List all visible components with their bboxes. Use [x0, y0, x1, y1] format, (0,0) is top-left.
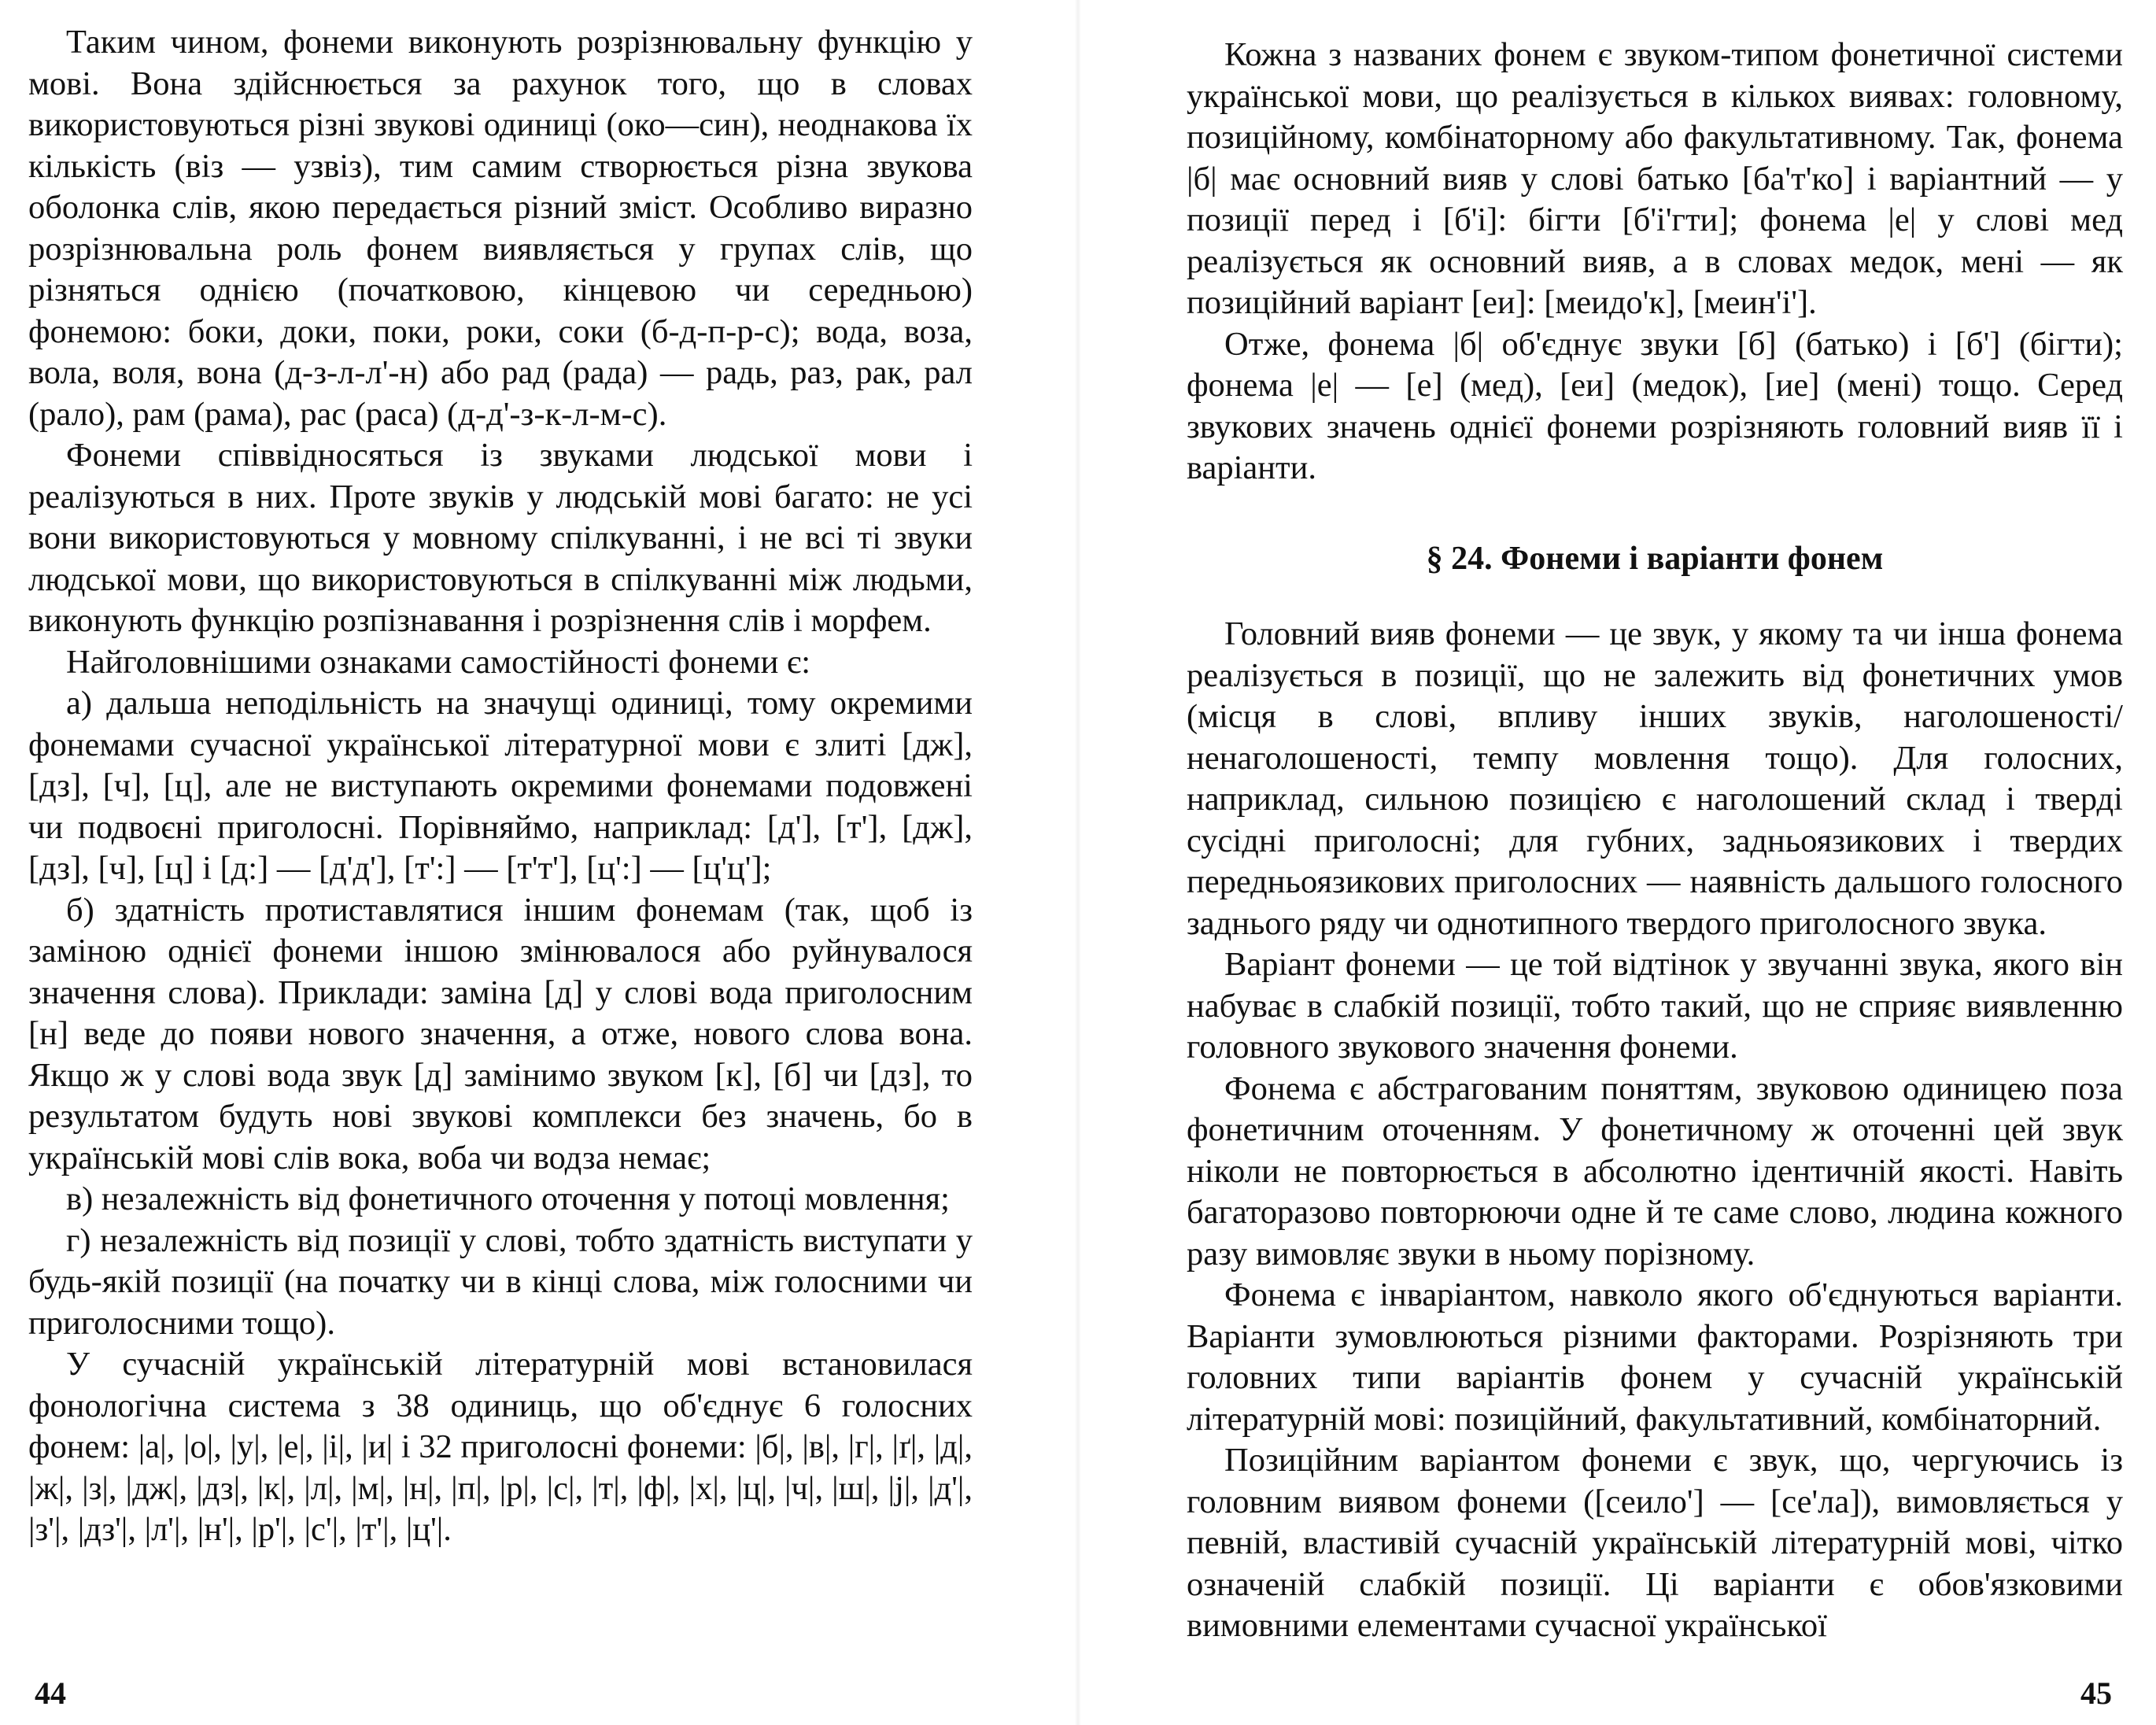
left-page-text: [28, 22, 973, 1551]
list-item: б) здатність протиставлятися іншим фонемам (так, щоб із заміною однієї фонеми іншою змінювалося або руйнувалося значення слова). Приклади: заміна [д] у слові вода приголосним [н] веде до появи нового значення, а отже, нового слова вона. Якщо ж у слові вода звук [д] замінимо звуком [к], [б] чи [дз], то результатом будуть нові звукові комплекси без значень, бо в українській мові слів вока, воба чи водза немає;: [28, 891, 973, 1176]
paragraph: Отже, фонема |б| об'єднує звуки [б] (батько) і [б'] (бігти); фонема |е| — [е] (мед), [еи] (медок), [ие] (мені) тощо. Серед звукових значень однієї фонеми розрізняють головний вияв її і варіанти.: [1187, 325, 2123, 486]
list-item: а) дальша неподільність на значущі одиниці, тому окремими фонемами сучасної української літературної мови є злиті [дж], [дз], [ч], [ц], але не виступають окремими фонемами подовжені чи подвоєні приголосні. Порівняймо, наприклад: [д'], [т'], [дж], [дз], [ч], [ц] і [д:] — [д'д'], [т':] — [т'т'], [ц':] — [ц'ц'];: [28, 685, 973, 887]
paragraph: У сучасній українській літературній мові встановилася фонологічна система з 38 одиниць, що об'єднує 6 голосних фонем: |а|, |о|, |у|, |е|, |і|, |и| і 32 приголосні фонеми: |б|, |в|, |г|, |ґ|, |д|, |ж|, |з|, |дж|, |дз|, |к|, |л|, |м|, |н|, |п|, |р|, |с|, |т|, |ф|, |х|, |ц|, |ч|, |ш|, |j|, |д'|, |з'|, |дз'|, |л'|, |н'|, |р'|, |с'|, |т'|, |ц'|.: [28, 1346, 973, 1548]
list-item: г) незалежність від позиції у слові, тобто здатність виступати у будь-якій позиції (на початку чи в кінці слова, між голосними чи приголосними тощо).: [28, 1221, 973, 1342]
paragraph: Таким чином, фонеми виконують розрізнювальну функцію у мові. Вона здійснюється за рахунок того, що в словах використовуються різні звукові одиниці (око—син), неоднакова їх кількість (віз — узвіз), тим самим створюється різна звукова оболонка слів, якою передається різний зміст. Особливо виразно розрізнювальна роль фонем виявляється у групах слів, що різняться однією (початковою, кінцевою чи середньою) фонемою: боки, доки, поки, роки, соки (б-д-п-р-с); вода, воза, вола, воля, вона (д-з-л-л'-н) або рад (рада) — радь, раз, рак, рал (рало), рам (рама), рас (раса) (д-д'-з-к-л-м-с).: [28, 24, 973, 433]
list-item: в) незалежність від фонетичного оточення у потоці мовлення;: [66, 1180, 950, 1217]
section-heading: § 24. Фонеми і варіанти фонем: [1426, 540, 1884, 577]
paragraph: Кожна з названих фонем є звуком-типом фонетичної системи української мови, що реалізується в кількох виявах: головному, позиційному, комбінаторному або факультативному. Так, фонема |б| має основний вияв у слові батько [ба'т'ко] і варіантний — у позиції перед і [б'і]: бігти [б'і'гти]; фонема |е| у слові мед реалізується як основний вияв, а в словах медок, мені — як позиційний варіант [еи]: [меидо'к], [меин'і'].: [1187, 36, 2123, 321]
paragraph: Позиційним варіантом фонеми є звук, що, чергуючись із головним виявом фонеми ([сеило'] — [се'ла]), вимовляється у певній, властивій сучасній українській літературній мові, чітко означеній слабкій позиції. Ці варіанти є обов'язковими вимовними елементами сучасної української: [1187, 1442, 2123, 1644]
paragraph: Фонема є інваріантом, навколо якого об'єднуються варіанти. Варіанти зумовлюються різними факторами. Розрізняють три головних типи варіантів фонем у сучасній українській літературній мові: позиційний, факультативний, комбінаторний.: [1187, 1276, 2123, 1438]
paragraph: Головний вияв фонеми — це звук, у якому та чи інша фонема реалізується в позиції, що не залежить від фонетичних умов (місця в слові, впливу інших звуків, наголошеності/ненаголошеності, темпу мовлення тощо). Для голосних, наприклад, сильною позицією є наголошений склад і тверді сусідні приголосні; для губних, задньоязикових і твердих передньоязикових приголосних — наявність дальшого голосного заднього ряду чи однотипного твердого приголосного звука.: [1187, 615, 2123, 942]
page-number: 44: [35, 1675, 66, 1711]
paragraph: Фонема є абстрагованим поняттям, звуковою одиницею поза фонетичним оточенням. У фонетичному ж оточенні цей звук ніколи не повторюється в абсолютно ідентичній якості. Навіть багаторазово повторюючи одне й те саме слово, людина кожного разу вимовляє звуки в ньому порізному.: [1187, 1069, 2123, 1273]
right-page: [1078, 0, 2156, 1725]
paragraph: Фонеми співвідносяться із звуками людської мови і реалізуються в них. Проте звуків у людській мові багато: не усі вони використовуються у мовному спілкуванні, і не всі ті звуки людської мови, що використовуються в спілкуванні між людьми, виконують функцію розпізнавання і розрізнення слів і морфем.: [28, 437, 973, 639]
paragraph: Варіант фонеми — це той відтінок у звучанні звука, якого він набуває в слабкій позиції, тобто такий, що не сприяє виявленню головного звукового значення фонеми.: [1187, 946, 2123, 1066]
paragraph: Найголовнішими ознаками самостійності фонеми є:: [66, 643, 811, 681]
right-page-text: [1187, 35, 2123, 1647]
page-number: 45: [2080, 1675, 2112, 1711]
